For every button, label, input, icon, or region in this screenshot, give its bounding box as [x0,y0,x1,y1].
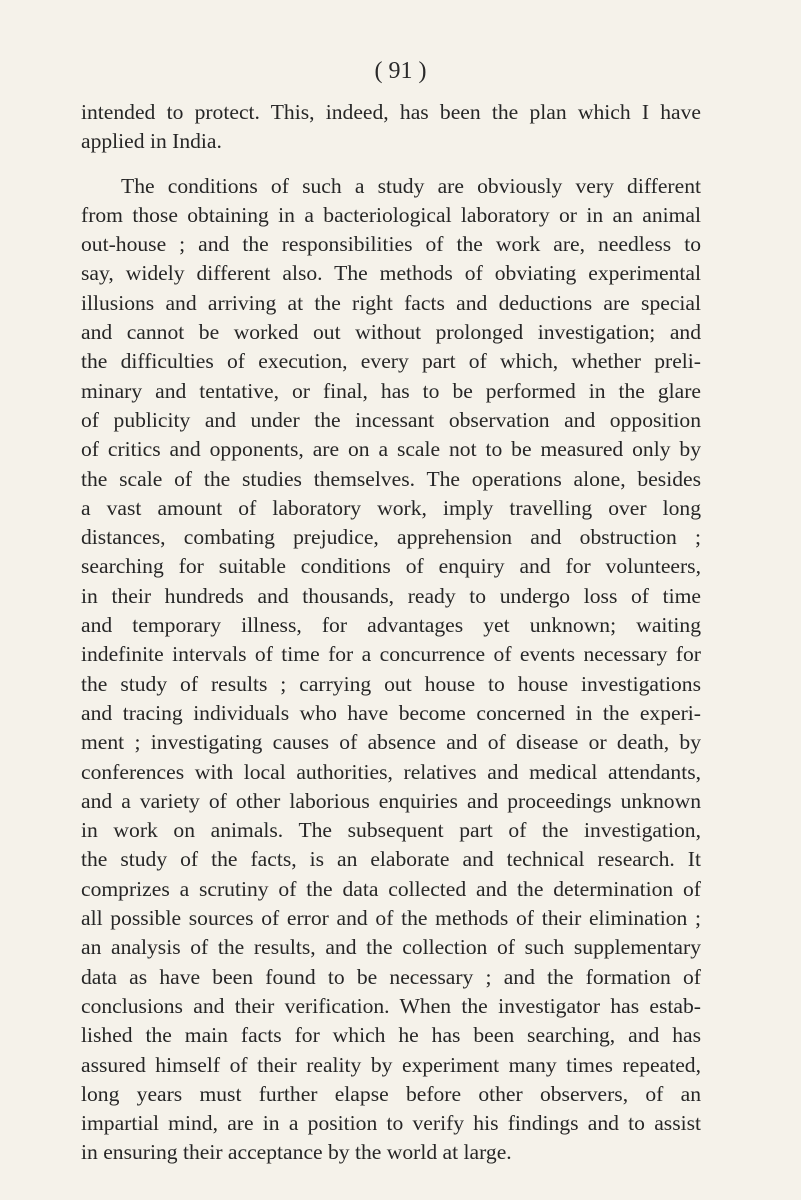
text-line: and tracing individuals who have become concerned in the experi- [81,700,701,725]
text-line: The conditions of such a study are obviously very different [121,173,701,198]
text-line: all possible sources of error and of the methods of their elimination ; [81,906,701,931]
text-line: indefinite intervals of time for a concurrence of events necessary for [81,642,701,667]
text-line: impartial mind, are in a position to verify his findings and to assist [81,1111,701,1136]
body-text [81,98,701,1168]
page-number: ( 91 ) [374,58,427,84]
text-line: searching for suitable conditions of enquiry and for volunteers, [81,554,701,579]
text-line: out-house ; and the responsibilities of the work are, needless to [81,232,701,257]
text-line: data as have been found to be necessary ; and the formation of [81,964,701,989]
text-line: the scale of the studies themselves. The operations alone, besides [81,466,701,491]
text-line: in their hundreds and thousands, ready to undergo loss of time [81,583,701,608]
text-line: lished the main facts for which he has been searching, and has [81,1023,701,1048]
text-line: distances, combating prejudice, apprehension and obstruction ; [81,525,701,550]
text-line: conferences with local authorities, relatives and medical attendants, [81,759,701,784]
text-line: assured himself of their reality by experiment many times repeated, [81,1052,701,1077]
text-line: intended to protect. This, indeed, has been the plan which I have [81,100,701,124]
text-line: of publicity and under the incessant observation and opposition [81,407,701,432]
paragraph-1 [81,98,701,157]
text-line: the difficulties of execution, every part of which, whether preli- [81,349,701,374]
text-line: say, widely different also. The methods of obviating experimental [81,261,701,286]
text-line: minary and tentative, or final, has to be performed in the glare [81,378,701,403]
text-line: a vast amount of laboratory work, imply travelling over long [81,495,701,520]
text-line: and a variety of other laborious enquiries and proceedings unknown [81,788,701,813]
text-line: conclusions and their verification. When the investigator has estab- [81,993,701,1018]
paragraph-2 [81,172,701,1168]
text-line: an analysis of the results, and the collection of such supplementary [81,935,701,960]
paragraph-gap [81,157,701,172]
text-line: long years must further elapse before other observers, of an [81,1081,701,1106]
text-line: in work on animals. The subsequent part of the investigation, [81,818,701,843]
text-line: and temporary illness, for advantages yet unknown; waiting [81,613,701,638]
text-line: ment ; investigating causes of absence and of disease or death, by [81,730,701,755]
text-line: in ensuring their acceptance by the world at large. [81,1140,512,1165]
text-line: comprizes a scrutiny of the data collected and the determination of [81,876,701,901]
text-line: illusions and arriving at the right facts and deductions are special [81,290,701,315]
text-line: from those obtaining in a bacteriological laboratory or in an animal [81,202,701,227]
text-line: the study of results ; carrying out house to house investigations [81,671,701,696]
text-line: the study of the facts, is an elaborate and technical research. It [81,847,701,872]
text-line: of critics and opponents, are on a scale not to be measured only by [81,437,701,462]
text-line: applied in India. [81,129,222,154]
text-line: and cannot be worked out without prolonged investigation; and [81,320,701,345]
